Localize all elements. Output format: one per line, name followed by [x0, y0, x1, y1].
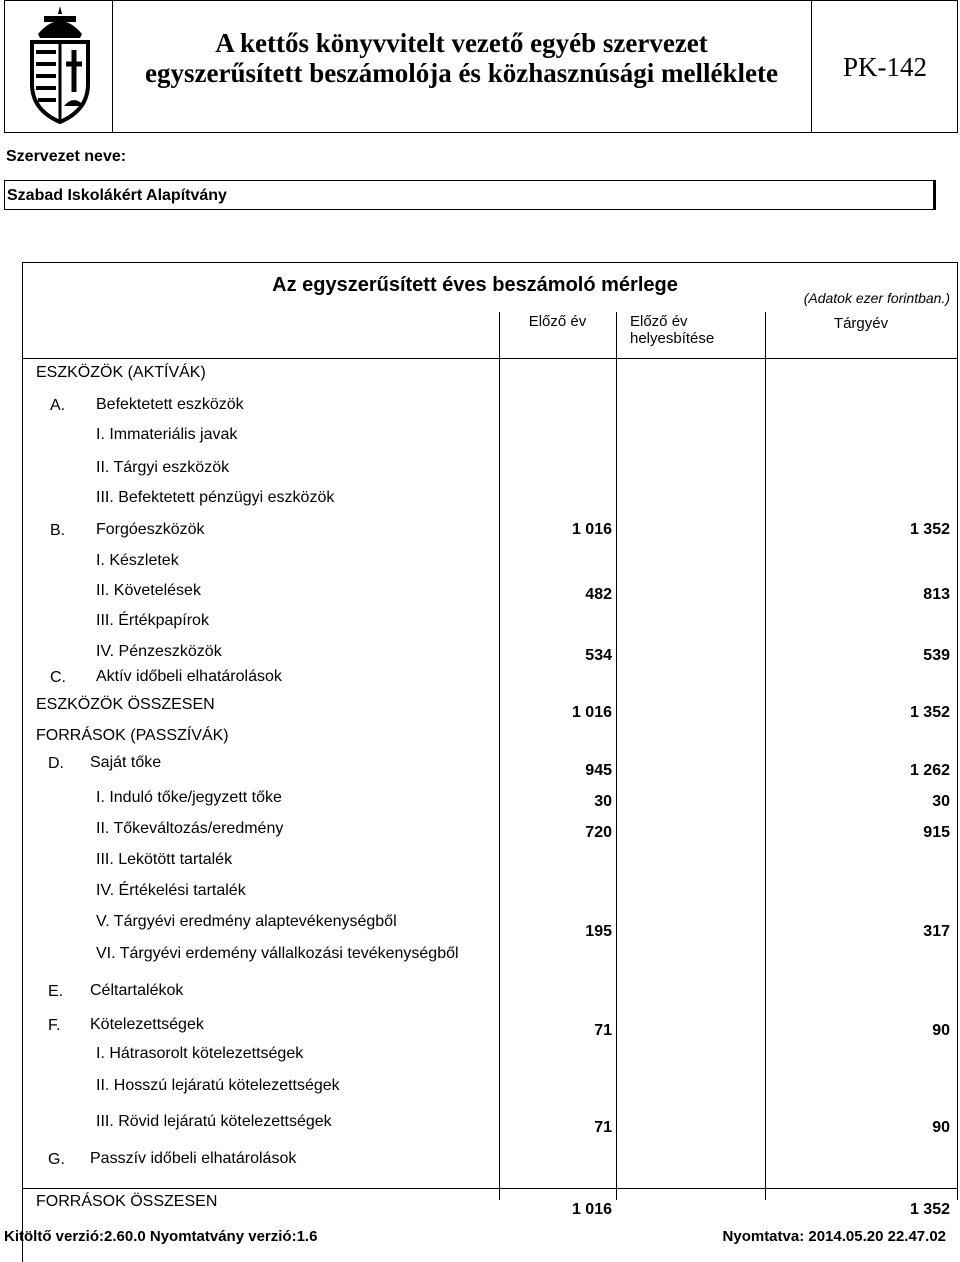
- row-label: Saját tőke: [90, 754, 162, 771]
- row-label: Forgóeszközök: [96, 521, 205, 538]
- form-title: A kettős könyvvitelt vezető egyéb szervezet egyszerűsített beszámolója és közhasznúsági melléklete: [145, 28, 778, 88]
- row-code: G.: [48, 1151, 65, 1168]
- organization-label: Szervezet neve:: [6, 148, 127, 165]
- row-label: III. Befektetett pénzügyi eszközök: [96, 489, 335, 506]
- organization-name: Szabad Iskolákért Alapítvány: [7, 187, 227, 204]
- footer-printed: Nyomtatva: 2014.05.20 22.47.02: [722, 1228, 946, 1245]
- row-code: D.: [48, 755, 64, 772]
- current-year-value: 90: [932, 1119, 950, 1136]
- row-label: VI. Tárgyévi erdemény vállalkozási tevékenységből: [96, 945, 459, 962]
- col-header-current-year: Tárgyév: [833, 315, 889, 332]
- row-code: E.: [48, 983, 64, 1000]
- prev-year-value: 1 016: [571, 1201, 612, 1218]
- form-code: PK-142: [842, 52, 927, 82]
- header-rule: [22, 358, 958, 359]
- row-label: Aktív időbeli elhatárolások: [96, 668, 282, 685]
- row-label: III. Értékpapírok: [96, 612, 209, 629]
- current-year-value: 30: [932, 793, 950, 810]
- row-label: II. Követelések: [96, 582, 201, 599]
- row-label: Passzív időbeli elhatárolások: [90, 1150, 297, 1167]
- column-divider: [616, 312, 617, 1200]
- current-year-value: 90: [932, 1022, 950, 1039]
- row-label: II. Tőkeváltozás/eredmény: [96, 820, 284, 837]
- prev-year-value: 195: [585, 923, 612, 940]
- row-label: ESZKÖZÖK ÖSSZESEN: [36, 696, 215, 713]
- row-label: Céltartalékok: [90, 982, 184, 999]
- row-label: IV. Értékelési tartalék: [96, 882, 246, 899]
- prev-year-value: 482: [585, 586, 612, 603]
- current-year-value: 1 352: [909, 1201, 950, 1218]
- current-year-value: 1 352: [909, 704, 950, 721]
- row-label: II. Hosszú lejáratú kötelezettségek: [96, 1077, 340, 1094]
- row-label: I. Hátrasorolt kötelezettségek: [96, 1045, 304, 1062]
- prev-year-value: 945: [585, 762, 612, 779]
- row-label: III. Lekötött tartalék: [96, 851, 233, 868]
- row-label: Kötelezettségek: [90, 1016, 204, 1033]
- prev-year-value: 720: [585, 824, 612, 841]
- col-header-prev-year: Előző év: [528, 313, 587, 330]
- column-divider: [765, 312, 766, 1200]
- row-label: ESZKÖZÖK (AKTÍVÁK): [36, 364, 206, 381]
- balance-sheet-title: Az egyszerűsített éves beszámoló mérlege: [272, 274, 678, 296]
- col-header-prev-year-adjustment: Előző év helyesbítése: [630, 313, 715, 347]
- prev-year-value: 534: [585, 647, 612, 664]
- current-year-value: 539: [923, 647, 950, 664]
- unit-note: (Adatok ezer forintban.): [803, 290, 950, 306]
- row-code: A.: [50, 397, 66, 414]
- current-year-value: 813: [923, 586, 950, 603]
- row-label: FORRÁSOK ÖSSZESEN: [36, 1193, 218, 1210]
- row-label: I. Immateriális javak: [96, 426, 238, 443]
- row-label: I. Készletek: [96, 552, 179, 569]
- prev-year-value: 71: [594, 1022, 612, 1039]
- footer-version: Kitöltő verzió:2.60.0 Nyomtatvány verzió:1.6: [4, 1228, 318, 1245]
- column-divider: [957, 262, 958, 1200]
- row-code: B.: [50, 522, 66, 539]
- row-label: IV. Pénzeszközök: [96, 643, 222, 660]
- row-label: II. Tárgyi eszközök: [96, 459, 230, 476]
- row-label: FORRÁSOK (PASSZÍVÁK): [36, 727, 229, 744]
- coat-of-arms-icon: [24, 6, 96, 126]
- current-year-value: 1 262: [909, 762, 950, 779]
- row-code: F.: [48, 1017, 61, 1034]
- column-divider: [499, 312, 500, 1200]
- row-label: III. Rövid lejáratú kötelezettségek: [96, 1113, 332, 1130]
- current-year-value: 317: [923, 923, 950, 940]
- current-year-value: 915: [923, 824, 950, 841]
- current-year-value: 1 352: [909, 521, 950, 538]
- total-rule: [22, 1188, 958, 1189]
- prev-year-value: 30: [594, 793, 612, 810]
- prev-year-value: 1 016: [571, 521, 612, 538]
- row-label: V. Tárgyévi eredmény alaptevékenységből: [96, 913, 397, 930]
- row-code: C.: [50, 669, 66, 686]
- prev-year-value: 71: [594, 1119, 612, 1136]
- row-label: I. Induló tőke/jegyzett tőke: [96, 789, 282, 806]
- row-label: Befektetett eszközök: [96, 396, 244, 413]
- prev-year-value: 1 016: [571, 704, 612, 721]
